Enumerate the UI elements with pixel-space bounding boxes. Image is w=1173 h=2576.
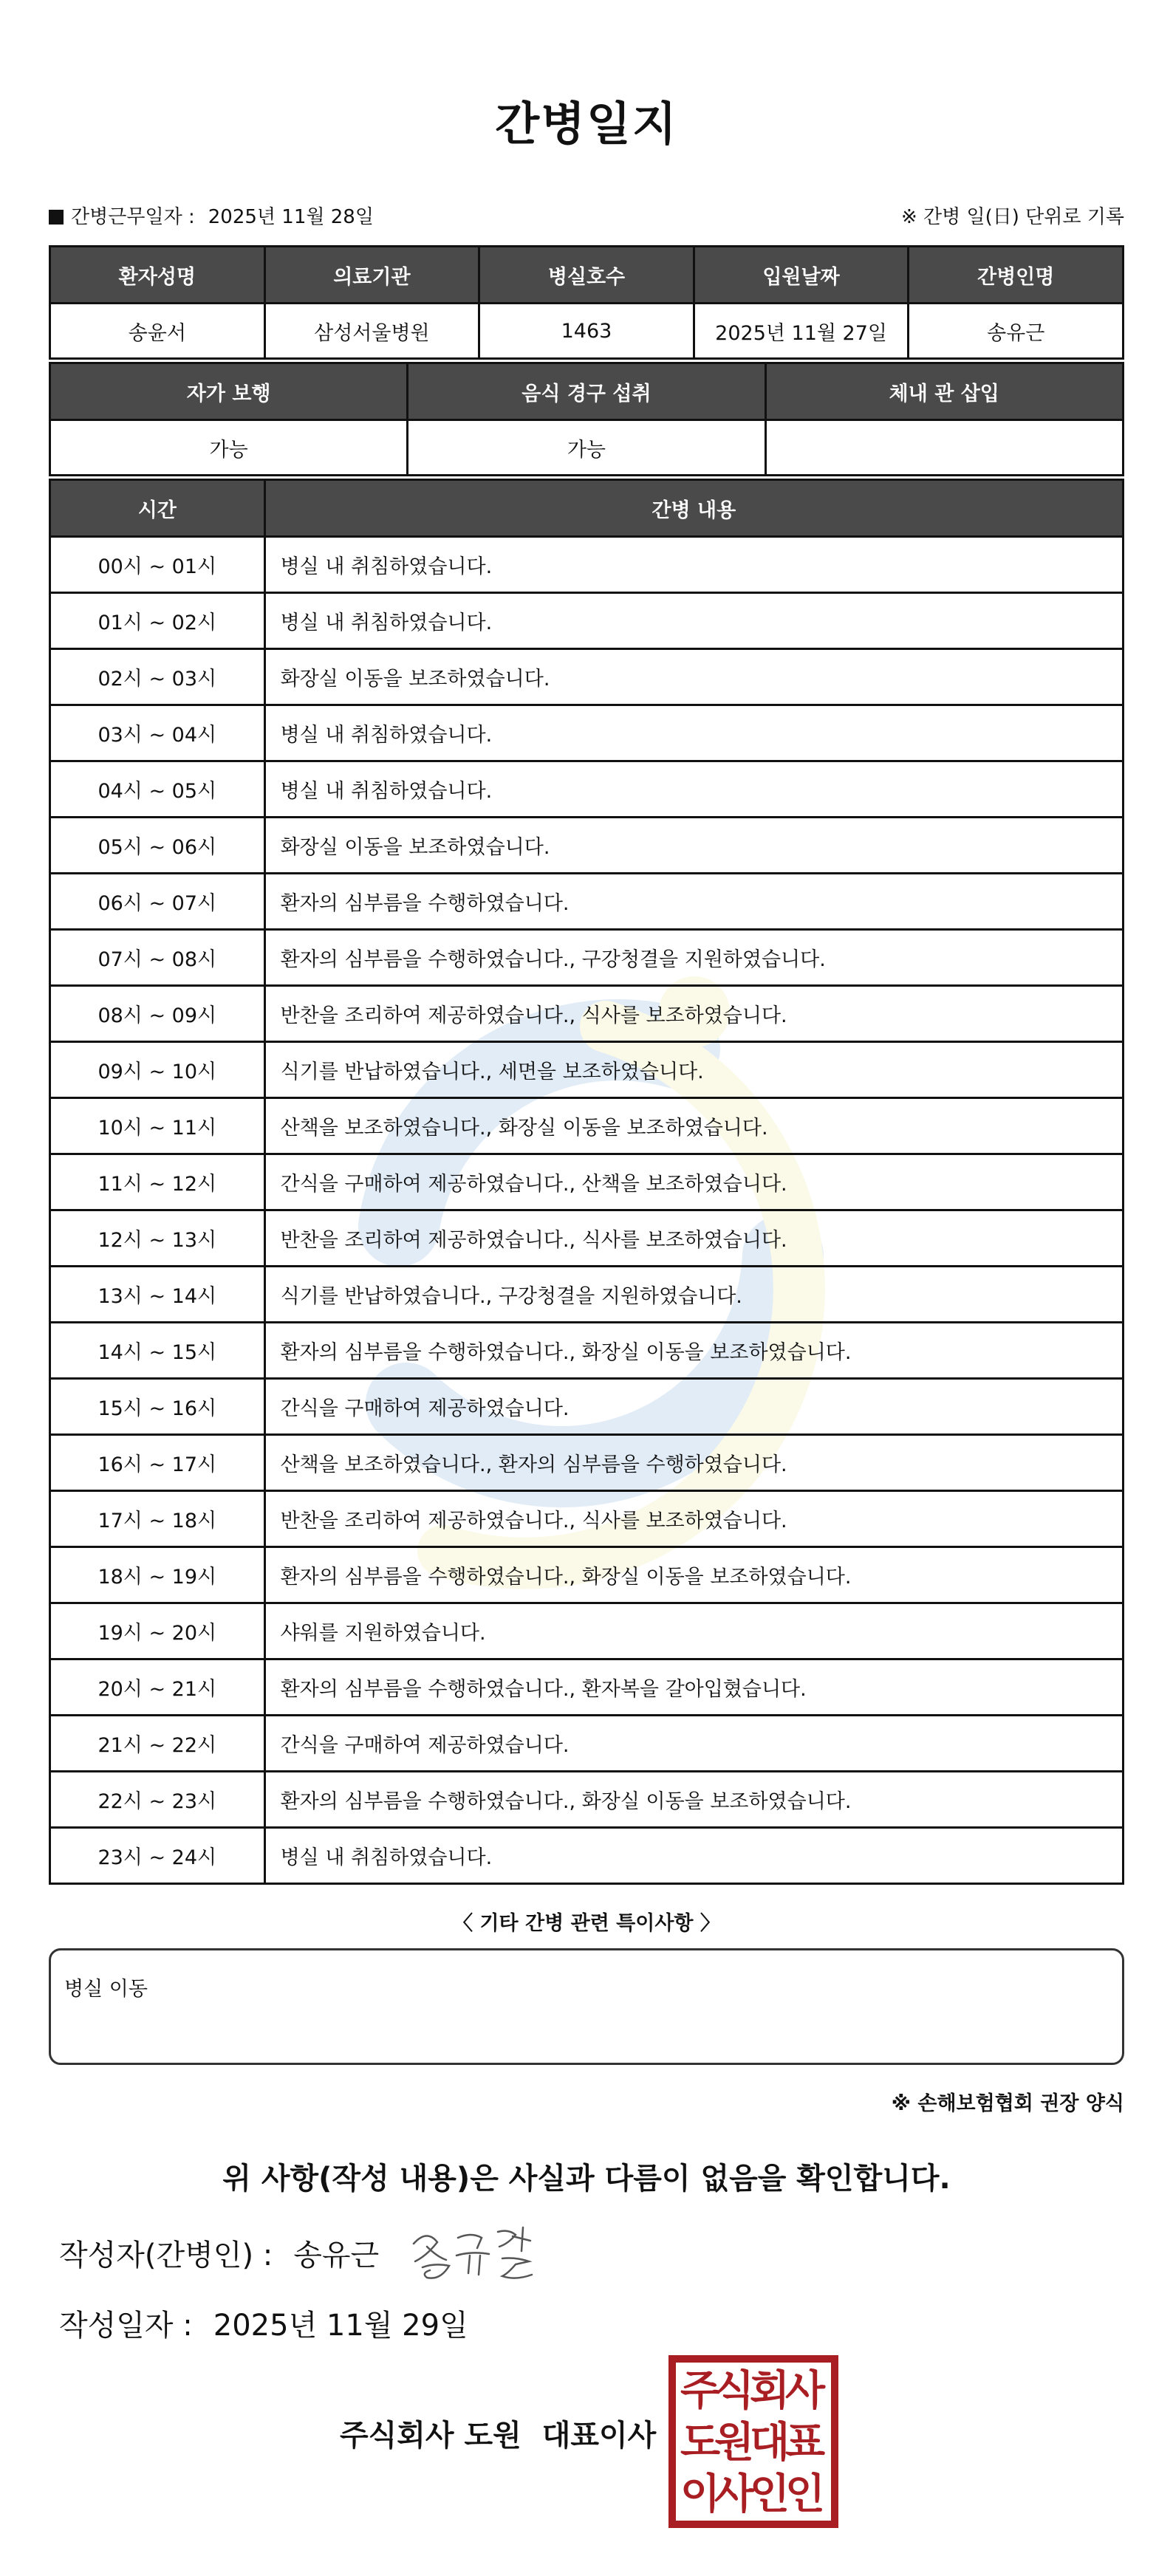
table-row [50, 1716, 1124, 1772]
hospital-header: 의료기관 [264, 247, 479, 304]
remarks-text: 병실 이동 [64, 1978, 148, 2001]
written-date-value: 2025년 11월 29일 [213, 2309, 468, 2343]
representative-title: 대표이사 [541, 2419, 657, 2453]
recommended-form-note: ※ 손해보험협회 권장 양식 [891, 2092, 1124, 2115]
table-row [50, 1491, 1124, 1547]
caregiver-name-header: 간병인명 [909, 247, 1124, 304]
daily-record-note: ※ 간병 일(日) 단위로 기록 [900, 206, 1124, 228]
log-time-cell: 22시 ~ 23시 [50, 1772, 265, 1828]
log-time-cell: 14시 ~ 15시 [50, 1323, 265, 1379]
log-content-cell: 병실 내 취침하였습니다. [264, 1828, 1123, 1884]
care-date-value: 2025년 11월 28일 [208, 206, 374, 228]
log-time-cell: 12시 ~ 13시 [50, 1210, 265, 1267]
log-time-cell: 16시 ~ 17시 [50, 1435, 265, 1491]
log-time-cell: 19시 ~ 20시 [50, 1603, 265, 1659]
log-time-cell: 00시 ~ 01시 [50, 537, 265, 593]
svg-text:표: 표 [784, 2419, 826, 2467]
log-content-cell: 병실 내 취침하였습니다. [264, 705, 1123, 761]
log-time-cell: 04시 ~ 05시 [50, 761, 265, 818]
log-time-cell: 17시 ~ 18시 [50, 1491, 265, 1547]
content-column-header: 간병 내용 [264, 480, 1123, 537]
written-date-label: 작성일자 : [59, 2309, 193, 2343]
patient-status-table [49, 362, 1124, 476]
table-row [50, 761, 1124, 818]
table-row [50, 1772, 1124, 1828]
svg-text:사: 사 [784, 2367, 826, 2415]
self-walking-header: 자가 보행 [50, 363, 408, 420]
table-row [50, 930, 1124, 986]
care-log-table [49, 479, 1124, 1885]
log-content-cell: 반찬을 조리하여 제공하였습니다., 식사를 보조하였습니다. [264, 1491, 1123, 1547]
log-content-cell: 환자의 심부름을 수행하였습니다., 환자복을 갈아입혔습니다. [264, 1659, 1123, 1716]
log-time-cell: 20시 ~ 21시 [50, 1659, 265, 1716]
table-row [50, 649, 1124, 705]
svg-text:식: 식 [714, 2367, 755, 2415]
meta-row [49, 202, 1124, 231]
log-time-cell: 09시 ~ 10시 [50, 1042, 265, 1098]
log-content-cell: 화장실 이동을 보조하였습니다. [264, 649, 1123, 705]
svg-text:원: 원 [714, 2419, 755, 2467]
patient-status-value-row [50, 420, 1124, 476]
company-name: 주식회사 도원 [340, 2419, 521, 2453]
svg-text:주: 주 [680, 2367, 721, 2415]
log-time-cell: 07시 ~ 08시 [50, 930, 265, 986]
table-row [50, 537, 1124, 593]
patient-info-header-row [50, 247, 1124, 304]
hospital-value: 삼성서울병원 [264, 304, 479, 359]
self-walking-value: 가능 [50, 420, 408, 476]
remarks-title: 〈 기타 간병 관련 특이사항 〉 [453, 1912, 720, 1935]
log-content-cell: 식기를 반납하였습니다., 구강청결을 지원하였습니다. [264, 1267, 1123, 1323]
log-time-cell: 05시 ~ 06시 [50, 818, 265, 874]
table-row [50, 1828, 1124, 1884]
log-content-cell: 샤워를 지원하였습니다. [264, 1603, 1123, 1659]
table-row [50, 1098, 1124, 1154]
log-content-cell: 병실 내 취침하였습니다. [264, 593, 1123, 649]
svg-text:이: 이 [680, 2470, 721, 2518]
log-content-cell: 산책을 보조하였습니다., 화장실 이동을 보조하였습니다. [264, 1098, 1123, 1154]
patient-status-header-row [50, 363, 1124, 420]
table-row [50, 705, 1124, 761]
log-time-cell: 10시 ~ 11시 [50, 1098, 265, 1154]
patient-info-value-row [50, 304, 1124, 359]
log-time-cell: 06시 ~ 07시 [50, 874, 265, 930]
log-content-cell: 병실 내 취침하였습니다. [264, 537, 1123, 593]
table-row [50, 1210, 1124, 1267]
table-row [50, 1042, 1124, 1098]
log-content-cell: 간식을 구매하여 제공하였습니다. [264, 1379, 1123, 1435]
patient-info-table [49, 245, 1124, 360]
table-row [50, 1659, 1124, 1716]
care-log-header-row [50, 480, 1124, 537]
room-number-value: 1463 [479, 304, 694, 359]
log-content-cell: 식기를 반납하였습니다., 세면을 보조하였습니다. [264, 1042, 1123, 1098]
square-bullet-icon [49, 210, 64, 225]
log-time-cell: 03시 ~ 04시 [50, 705, 265, 761]
log-content-cell: 간식을 구매하여 제공하였습니다., 산책을 보조하였습니다. [264, 1154, 1123, 1210]
log-content-cell: 환자의 심부름을 수행하였습니다. [264, 874, 1123, 930]
log-content-cell: 환자의 심부름을 수행하였습니다., 화장실 이동을 보조하였습니다. [264, 1323, 1123, 1379]
log-time-cell: 01시 ~ 02시 [50, 593, 265, 649]
table-row [50, 1379, 1124, 1435]
log-time-cell: 15시 ~ 16시 [50, 1379, 265, 1435]
log-content-cell: 환자의 심부름을 수행하였습니다., 화장실 이동을 보조하였습니다. [264, 1772, 1123, 1828]
log-time-cell: 13시 ~ 14시 [50, 1267, 265, 1323]
caregiver-name-value: 송유근 [909, 304, 1124, 359]
log-content-cell: 병실 내 취침하였습니다. [264, 761, 1123, 818]
log-content-cell: 반찬을 조리하여 제공하였습니다., 식사를 보조하였습니다. [264, 1210, 1123, 1267]
room-number-header: 병실호수 [479, 247, 694, 304]
svg-text:인: 인 [784, 2470, 826, 2518]
log-content-cell: 산책을 보조하였습니다., 환자의 심부름을 수행하였습니다. [264, 1435, 1123, 1491]
confirmation-statement: 위 사항(작성 내용)은 사실과 다름이 없음을 확인합니다. [222, 2162, 951, 2196]
svg-text:대: 대 [749, 2419, 790, 2467]
table-row [50, 986, 1124, 1042]
written-date-line [59, 2302, 468, 2344]
log-content-cell: 반찬을 조리하여 제공하였습니다., 식사를 보조하였습니다. [264, 986, 1123, 1042]
table-row [50, 1323, 1124, 1379]
log-time-cell: 02시 ~ 03시 [50, 649, 265, 705]
table-row [50, 818, 1124, 874]
patient-name-header: 환자성명 [50, 247, 265, 304]
internal-tube-value [765, 420, 1123, 476]
log-content-cell: 화장실 이동을 보조하였습니다. [264, 818, 1123, 874]
time-column-header: 시간 [50, 480, 265, 537]
writer-label: 작성자(간병인) : [59, 2238, 273, 2272]
writer-name: 송유근 [293, 2238, 380, 2272]
care-date [49, 202, 374, 229]
patient-name-value: 송윤서 [50, 304, 265, 359]
table-row [50, 1435, 1124, 1491]
oral-intake-value: 가능 [408, 420, 765, 476]
svg-text:회: 회 [749, 2367, 790, 2415]
table-row [50, 1547, 1124, 1603]
svg-text:사: 사 [714, 2470, 755, 2518]
document-title: 간병일지 [495, 97, 678, 151]
table-row [50, 593, 1124, 649]
log-time-cell: 23시 ~ 24시 [50, 1828, 265, 1884]
table-row [50, 1603, 1124, 1659]
log-time-cell: 08시 ~ 09시 [50, 986, 265, 1042]
care-date-label: 간병근무일자 : [71, 206, 195, 228]
log-content-cell: 환자의 심부름을 수행하였습니다., 화장실 이동을 보조하였습니다. [264, 1547, 1123, 1603]
log-content-cell: 간식을 구매하여 제공하였습니다. [264, 1716, 1123, 1772]
table-row [50, 1267, 1124, 1323]
svg-text:인: 인 [749, 2470, 790, 2518]
table-row [50, 1154, 1124, 1210]
log-time-cell: 21시 ~ 22시 [50, 1716, 265, 1772]
company-seal-stamp [668, 2354, 839, 2529]
svg-text:도: 도 [680, 2419, 721, 2467]
log-time-cell: 11시 ~ 12시 [50, 1154, 265, 1210]
log-time-cell: 18시 ~ 19시 [50, 1547, 265, 1603]
care-log-body [50, 537, 1124, 1884]
writer-line [59, 2232, 379, 2274]
log-content-cell: 환자의 심부름을 수행하였습니다., 구강청결을 지원하였습니다. [264, 930, 1123, 986]
admission-date-value: 2025년 11월 27일 [694, 304, 909, 359]
oral-intake-header: 음식 경구 섭취 [408, 363, 765, 420]
remarks-box [49, 1948, 1124, 2065]
admission-date-header: 입원날짜 [694, 247, 909, 304]
company-line [340, 2412, 656, 2454]
table-row [50, 874, 1124, 930]
internal-tube-header: 체내 관 삽입 [765, 363, 1123, 420]
handwritten-signature [405, 2222, 538, 2284]
